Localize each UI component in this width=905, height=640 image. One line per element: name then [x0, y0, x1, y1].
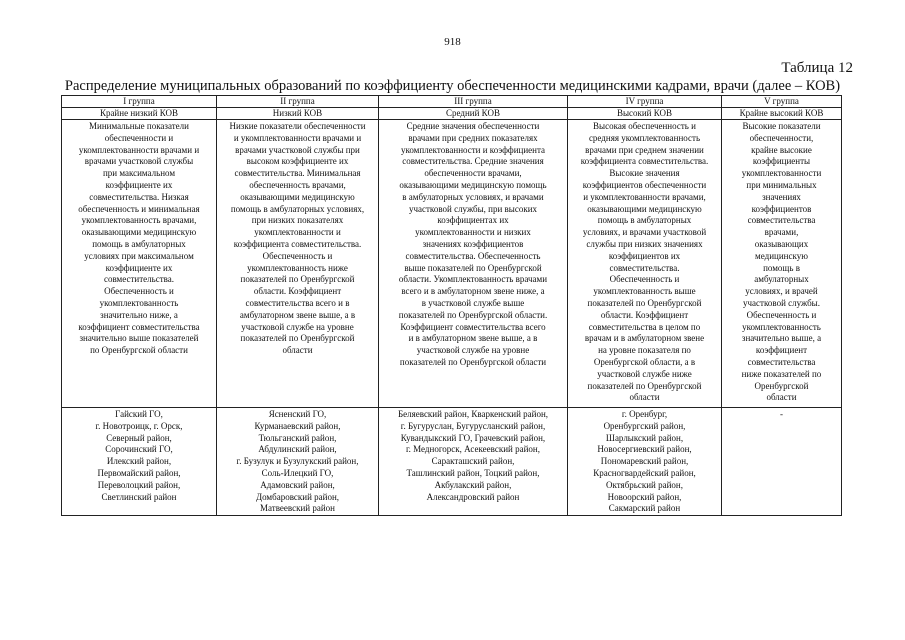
- cell-text-line: совместительства.: [609, 262, 680, 273]
- cell-text-line: условиях при максимальном: [84, 250, 194, 261]
- cell-text-line: показателей по Оренбургской: [587, 380, 702, 391]
- cell-text-line: при максимальном: [102, 168, 176, 179]
- cell-text-line: совместительства. Минимальная: [234, 168, 361, 179]
- cell-text-line: Ташлинский район, Тоцкий район,: [406, 467, 540, 478]
- cell-text-line: г. Оренбург,: [621, 409, 668, 419]
- cell-text-line: коэффициентов: [751, 203, 812, 214]
- cell-text-line: Обеспеченность и: [609, 274, 680, 285]
- cell-text-line: врачами участковой службы при: [235, 144, 360, 155]
- description-cell: [217, 120, 379, 408]
- cell-text-line: условиях, и врачей: [745, 286, 818, 297]
- group-header-cell: III группа: [379, 96, 568, 108]
- cell-text-line: Илекский район,: [106, 456, 172, 467]
- municipalities-cell: [722, 408, 842, 516]
- cell-text-line: показателей по Оренбургской: [587, 297, 702, 308]
- cell-text-line: Коэффициент совместительства всего: [400, 321, 546, 332]
- cell-text-line: Гайский ГО,: [115, 409, 163, 419]
- cell-text-line: службы при низких значениях: [586, 238, 703, 249]
- municipalities-cell: [379, 408, 568, 516]
- cell-text-line: при низких показателях: [251, 215, 344, 226]
- cell-text-line: Курманаевский район,: [254, 420, 341, 431]
- cell-text-line: Оренбургской области, а в: [593, 356, 696, 367]
- cell-text-line: Минимальные показатели: [89, 121, 189, 131]
- cell-text-line: совместительства. Обеспеченность: [405, 250, 541, 261]
- cell-text-line: -: [780, 409, 783, 419]
- cell-text-line: области: [766, 392, 797, 403]
- cell-text-line: коэффициенте их: [105, 262, 173, 273]
- cell-text-line: средняя укомплектованность: [588, 132, 701, 143]
- cell-text-line: обеспеченности врачами,: [424, 168, 522, 179]
- cell-text-line: по Оренбургской области: [90, 345, 188, 356]
- cell-text-line: и укомплектованности врачами и: [233, 132, 362, 143]
- cell-text-line: Оренбургский район,: [603, 420, 686, 431]
- kov-distribution-table: [61, 95, 842, 516]
- cell-text-line: Кувандыкский ГО, Грачевский район,: [400, 432, 546, 443]
- page-number: 918: [444, 36, 461, 48]
- municipalities-cell: [217, 408, 379, 516]
- cell-text-line: коэффициенте их: [105, 179, 173, 190]
- cell-text-line: совместительства.: [103, 274, 175, 285]
- cell-text-line: помощь в амбулаторных: [597, 215, 692, 226]
- cell-text-line: г. Бугуруслан, Бугурусланский район,: [400, 420, 546, 431]
- cell-text-line: в амбулаторных условиях, и врачами: [402, 191, 544, 202]
- cell-text-line: всего и в амбулаторном звене ниже, а: [401, 286, 545, 297]
- cell-text-line: условиях, и врачами участковой: [582, 227, 707, 238]
- cell-text-line: показателей по Оренбургской: [240, 274, 355, 285]
- cell-text-line: Тюльганский район,: [258, 432, 337, 443]
- cell-text-line: укомплектованность ниже: [247, 262, 348, 273]
- cell-text-line: Северный район,: [106, 432, 172, 443]
- cell-text-line: совместительства. Средние значения: [402, 156, 544, 167]
- table-title: Распределение муниципальных образований по коэффициенту обеспеченности медицинскими кадрами, врачи (далее – КОВ): [64, 78, 841, 94]
- group-header-cell: II группа: [217, 96, 379, 108]
- cell-text-line: коэффициент: [755, 345, 808, 356]
- cell-text-line: области: [629, 392, 660, 403]
- cell-text-line: Матвеевский район: [260, 503, 335, 514]
- cell-text-line: врачам и в амбулаторном звене: [584, 333, 705, 344]
- cell-text-line: коэффициентов обеспеченности: [582, 179, 707, 190]
- cell-text-line: оказывающими медицинскую помощь: [399, 179, 547, 190]
- cell-text-line: укомплектованность выше: [593, 286, 696, 297]
- cell-text-line: Сорочинский ГО,: [105, 444, 173, 455]
- cell-text-line: врачами участковой службы: [84, 156, 194, 167]
- cell-text-line: значительно ниже, а: [100, 309, 178, 320]
- cell-text-line: укомплектованность врачами,: [81, 215, 197, 226]
- cell-text-line: врачами при средних показателях: [408, 132, 538, 143]
- cell-text-line: Александровский район: [426, 491, 520, 502]
- cell-text-line: обеспеченность и минимальная: [78, 203, 200, 214]
- level-header-cell: Средний КОВ: [379, 108, 568, 120]
- cell-text-line: ниже показателей по: [741, 368, 822, 379]
- cell-text-line: Высокие значения: [609, 168, 680, 179]
- cell-text-line: выше показателей по Оренбургской: [404, 262, 542, 273]
- cell-text-line: показателей по Оренбургской области.: [398, 309, 548, 320]
- cell-text-line: Высокие показатели: [742, 121, 821, 131]
- cell-text-line: Акбулакский район,: [434, 479, 512, 490]
- cell-text-line: Адамовский район,: [260, 479, 335, 490]
- cell-text-line: амбулаторном звене выше, а в: [239, 309, 356, 320]
- cell-text-line: врачами при среднем значении: [585, 144, 704, 155]
- cell-text-line: оказывающих: [754, 238, 809, 249]
- cell-text-line: значительно выше, а: [741, 333, 822, 344]
- cell-text-line: амбулаторных: [754, 274, 809, 285]
- cell-text-line: Саракташский район,: [431, 456, 515, 467]
- municipalities-cell: [568, 408, 722, 516]
- group-header-cell: I группа: [62, 96, 217, 108]
- cell-text-line: оказывающими медицинскую: [587, 203, 702, 214]
- cell-text-line: Соль-Илецкий ГО,: [261, 467, 334, 478]
- cell-text-line: области. Укомплектованность врачами: [398, 274, 548, 285]
- cell-text-line: помощь в амбулаторных условиях,: [230, 203, 365, 214]
- cell-text-line: коэффициент совместительства: [78, 321, 200, 332]
- cell-text-line: укомплектованности и коэффициента: [400, 144, 546, 155]
- cell-text-line: области. Коэффициент: [600, 309, 689, 320]
- cell-text-line: значениях: [762, 191, 801, 202]
- cell-text-line: области. Коэффициент: [253, 286, 342, 297]
- description-cell: [62, 120, 217, 408]
- cell-text-line: коэффициентов их: [608, 250, 681, 261]
- level-header-cell: Крайне высокий КОВ: [722, 108, 842, 120]
- cell-text-line: Обеспеченность и: [104, 286, 174, 297]
- cell-text-line: совместительства: [747, 215, 816, 226]
- cell-text-line: Оренбургской: [754, 380, 809, 391]
- cell-text-line: врачами,: [764, 227, 799, 238]
- cell-text-line: Беляевский район, Кваркенский район,: [397, 409, 549, 419]
- cell-text-line: Обеспеченность и: [262, 250, 333, 261]
- cell-text-line: совместительства в целом по: [588, 321, 701, 332]
- cell-text-line: значениях коэффициентов: [422, 238, 524, 249]
- cell-text-line: Высокая обеспеченность и: [593, 121, 696, 131]
- level-header-row: [62, 108, 842, 120]
- cell-text-line: Переволоцкий район,: [97, 479, 181, 490]
- level-header-cell: Низкий КОВ: [217, 108, 379, 120]
- cell-text-line: оказывающими медицинскую: [240, 191, 355, 202]
- cell-text-line: совместительства: [747, 356, 816, 367]
- cell-text-line: и укомплектованности врачами,: [583, 191, 706, 202]
- cell-text-line: Средние значения обеспеченности: [406, 121, 540, 131]
- cell-text-line: значительно выше показателей: [79, 333, 199, 344]
- cell-text-line: участковой службы.: [743, 297, 820, 308]
- cell-text-line: укомплектованности врачами и: [78, 144, 200, 155]
- group-header-cell: V группа: [722, 96, 842, 108]
- municipalities-cell: [62, 408, 217, 516]
- cell-text-line: обеспеченность врачами,: [249, 179, 346, 190]
- description-row: [62, 120, 842, 408]
- cell-text-line: показателей по Оренбургской: [240, 333, 355, 344]
- group-header-cell: IV группа: [568, 96, 722, 108]
- cell-text-line: г. Медногорск, Асекеевский район,: [405, 444, 540, 455]
- group-header-row: [62, 96, 842, 108]
- cell-text-line: участковой службе на уровне: [241, 321, 354, 332]
- cell-text-line: Низкие показатели обеспеченности: [229, 121, 366, 131]
- cell-text-line: совместительства. Низкая: [89, 191, 189, 202]
- cell-text-line: участковой службе на уровне: [416, 345, 530, 356]
- cell-text-line: Домбаровский район,: [255, 491, 340, 502]
- cell-text-line: обеспеченности,: [749, 132, 814, 143]
- cell-text-line: коэффициентах их: [437, 215, 509, 226]
- cell-text-line: помощь в: [763, 262, 800, 273]
- cell-text-line: оказывающими медицинскую: [81, 227, 197, 238]
- cell-text-line: Октябрьский район,: [605, 479, 684, 490]
- cell-text-line: Обеспеченность и: [746, 309, 817, 320]
- cell-text-line: Новоорский район,: [607, 491, 682, 502]
- municipalities-row: [62, 408, 842, 516]
- cell-text-line: крайне высокие: [751, 144, 812, 155]
- cell-text-line: Первомайский район,: [97, 467, 181, 478]
- description-cell: [379, 120, 568, 408]
- cell-text-line: укомплектованности: [741, 168, 822, 179]
- cell-text-line: коэффициента совместительства.: [580, 156, 709, 167]
- cell-text-line: показателей по Оренбургской области: [399, 356, 547, 367]
- cell-text-line: укомплектованности и: [254, 227, 341, 238]
- cell-text-line: при минимальных: [746, 179, 817, 190]
- cell-text-line: области: [282, 345, 313, 356]
- cell-text-line: укомплектованность: [99, 297, 179, 308]
- cell-text-line: и в амбулаторном звене выше, а в: [408, 333, 538, 344]
- cell-text-line: помощь в амбулаторных: [92, 238, 186, 249]
- cell-text-line: Новосергиевский район,: [597, 444, 692, 455]
- level-header-cell: Высокий КОВ: [568, 108, 722, 120]
- cell-text-line: участковой службе ниже: [597, 368, 692, 379]
- cell-text-line: г. Бузулук и Бузулукский район,: [236, 456, 359, 467]
- cell-text-line: Пономаревский район,: [600, 456, 689, 467]
- cell-text-line: Шарлыкский район,: [605, 432, 684, 443]
- cell-text-line: коэффициенты: [752, 156, 811, 167]
- cell-text-line: обеспеченности и: [104, 132, 174, 143]
- cell-text-line: Сакмарский район: [608, 503, 681, 514]
- cell-text-line: совместительства всего и в: [245, 297, 350, 308]
- cell-text-line: Красногвардейский район,: [593, 467, 696, 478]
- cell-text-line: Светлинский район: [101, 491, 177, 502]
- cell-text-line: укомплектованности и низких: [415, 227, 531, 238]
- cell-text-line: Ясненский ГО,: [268, 409, 327, 419]
- level-header-cell: Крайне низкий КОВ: [62, 108, 217, 120]
- table-label: Таблица 12: [781, 60, 853, 76]
- cell-text-line: в участковой службе выше: [421, 297, 525, 308]
- cell-text-line: коэффициента совместительства.: [233, 238, 362, 249]
- cell-text-line: медицинскую: [755, 250, 808, 261]
- description-cell: [722, 120, 842, 408]
- cell-text-line: г. Новотроицк, г. Орск,: [95, 420, 183, 431]
- cell-text-line: на уровне показателя по: [598, 345, 691, 356]
- cell-text-line: участковой службы, при высоких: [408, 203, 538, 214]
- description-cell: [568, 120, 722, 408]
- cell-text-line: высоком коэффициенте их: [246, 156, 349, 167]
- cell-text-line: Абдулинский район,: [258, 444, 337, 455]
- cell-text-line: укомплектованность: [742, 321, 821, 332]
